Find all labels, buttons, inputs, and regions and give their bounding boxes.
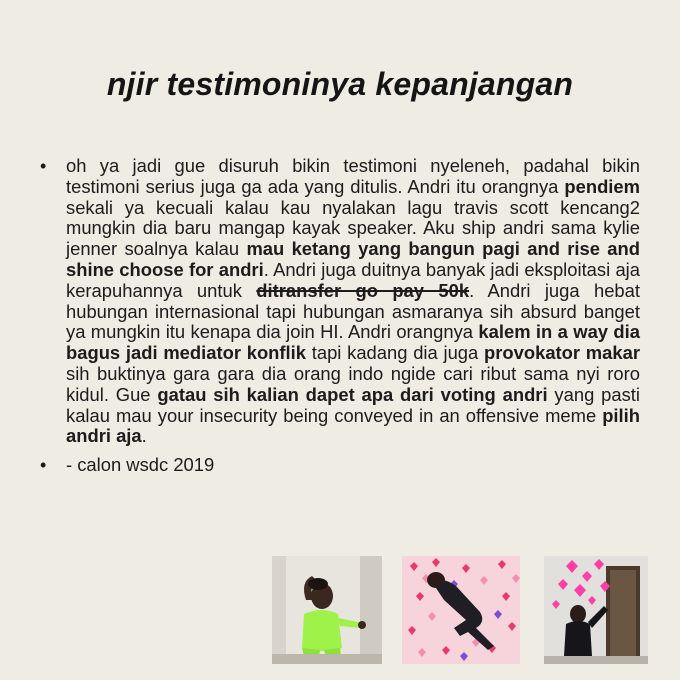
bullet-list [40, 156, 640, 476]
photo-hearts-doorway [544, 556, 648, 664]
emphasis-text: mau ketang yang bangun pagi and rise and shine choose for andri [66, 238, 640, 280]
paragraph-text: . [141, 425, 147, 447]
photo-hearts-background-drawing [402, 556, 520, 664]
emphasis-text: gatau sih kalian dapet apa dari voting andri [157, 383, 548, 405]
photo-hearts-doorway-drawing [544, 556, 648, 664]
bullet-item-testimonial [40, 156, 640, 447]
emphasis-text: kalem in a way dia bagus jadi mediator konflik [66, 321, 640, 364]
bullet-icon: • [40, 156, 47, 176]
paragraph-text: sih buktinya gara gara dia orang indo ngide cari ribut sama nyi roro kidul. Gue [66, 362, 640, 405]
photo-girl-green-outfit-drawing [272, 556, 382, 664]
bullet-item-signature [40, 455, 270, 476]
strikethrough-text: ditransfer go pay 50k [256, 279, 470, 301]
signature-text: - calon wsdc 2019 [66, 454, 215, 476]
paragraph-text: . Andri juga duitnya banyak jadi eksploitasi aja kerapuhannya untuk [66, 258, 640, 301]
slide-title: njir testimoninya kepanjangan [106, 66, 574, 102]
photo-hearts-background [402, 556, 520, 664]
emphasis-text: provokator makar [484, 342, 640, 364]
photo-girl-green-outfit [272, 556, 382, 664]
paragraph-text: tapi kadang dia juga [306, 342, 484, 364]
paragraph-text: sekali ya kecuali kalau kau nyalakan lagu travis scott kencang2 mungkin dia baru mangap kayak speaker. Aku ship andri sama kylie jenner soalnya kalau [66, 196, 640, 260]
paragraph-text: . Andri juga hebat hubungan internasional tapi hubungan asmaranya sih absurd banget ya mungkin itu kenapa dia join HI. Andri orangnya [66, 279, 640, 343]
paragraph-text: yang pasti kalau mau your insecurity being conveyed in an offensive meme [66, 383, 640, 426]
testimonial-paragraph [66, 156, 640, 447]
emphasis-text: pendiem [564, 175, 640, 197]
bullet-icon: • [40, 455, 47, 476]
paragraph-text: oh ya jadi gue disuruh bikin testimoni nyeleneh, padahal bikin testimoni serius juga ga ada yang ditulis. Andri itu orangnya [66, 155, 640, 197]
emphasis-text: pilih andri aja [66, 404, 640, 447]
